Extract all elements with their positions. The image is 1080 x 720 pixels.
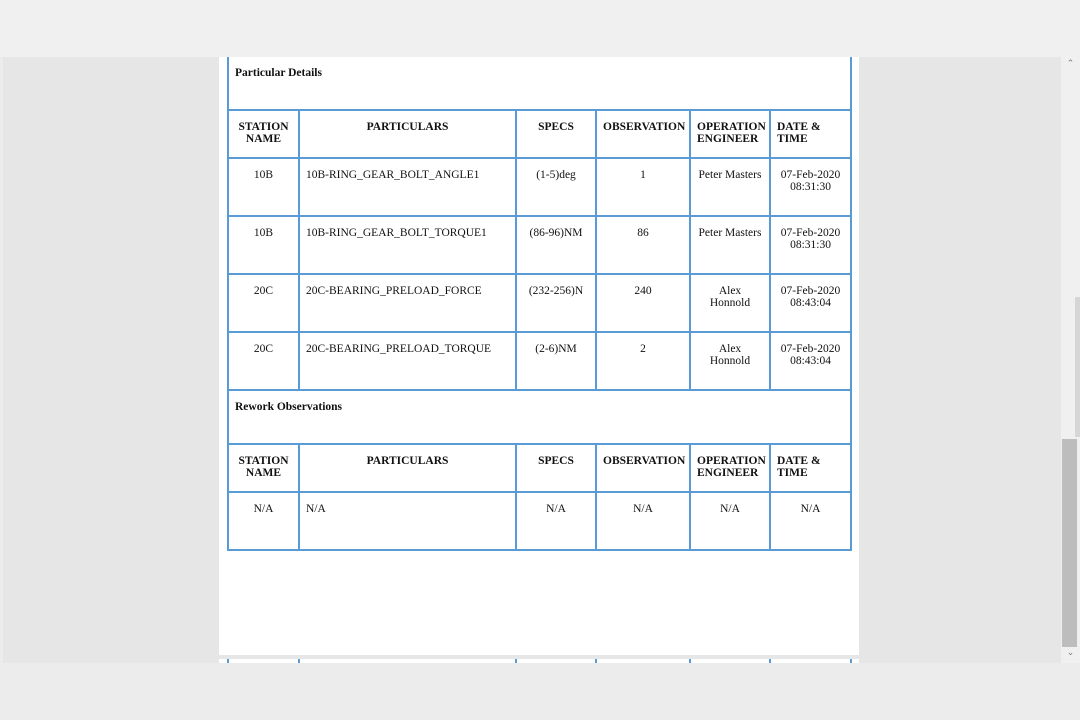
scroll-thumb[interactable] (1062, 439, 1077, 647)
table-row (228, 492, 851, 550)
header-station-name (228, 444, 299, 492)
engineer-cell-line: Alex (718, 285, 742, 297)
scroll-track[interactable] (1075, 297, 1080, 437)
engineer-cell (690, 332, 770, 390)
table-row (228, 274, 851, 332)
chevron-down-icon[interactable]: ⌄ (1066, 648, 1075, 658)
section-title-row (228, 57, 851, 110)
header-operation-engineer-line: OPERATION (697, 121, 766, 133)
header-station-name-line: NAME (245, 467, 282, 479)
chevron-up-icon[interactable]: ⌃ (1066, 59, 1075, 69)
station-cell: 10B (228, 158, 299, 216)
date-cell-line: 08:43:04 (790, 297, 831, 309)
document-page (219, 57, 859, 655)
particulars-cell: 20C-BEARING_PRELOAD_TORQUE (299, 332, 516, 390)
header-date-time-line: DATE & (777, 121, 821, 133)
report-table (227, 57, 852, 551)
observation-cell: 86 (596, 216, 690, 274)
station-cell: 20C (228, 274, 299, 332)
observation-cell: 240 (596, 274, 690, 332)
date-cell-line: 08:43:04 (790, 355, 831, 367)
header-particulars: PARTICULARS (299, 110, 516, 158)
date-cell-line: 07-Feb-2020 (780, 285, 841, 297)
header-particulars: PARTICULARS (299, 444, 516, 492)
top-toolbar-area (0, 0, 1080, 57)
engineer-cell (690, 158, 770, 216)
engineer-cell-line: Honnold (709, 355, 751, 367)
engineer-cell-line: Peter Masters (698, 169, 762, 181)
vertical-scrollbar[interactable] (1061, 57, 1080, 663)
specs-cell: N/A (516, 492, 596, 550)
specs-cell: (1-5)deg (516, 158, 596, 216)
header-specs: SPECS (516, 110, 596, 158)
particulars-cell: 10B-RING_GEAR_BOLT_ANGLE1 (299, 158, 516, 216)
engineer-cell (690, 216, 770, 274)
header-operation-engineer-line: OPERATION (697, 455, 766, 467)
header-operation-engineer (690, 444, 770, 492)
specs-cell: (232-256)N (516, 274, 596, 332)
table-row (228, 216, 851, 274)
station-cell: N/A (228, 492, 299, 550)
section-title: Rework Observations (228, 390, 851, 444)
specs-cell: (2-6)NM (516, 332, 596, 390)
observation-cell: 1 (596, 158, 690, 216)
document-viewer[interactable] (3, 57, 1061, 663)
table-header-row (228, 444, 851, 492)
station-cell: 20C (228, 332, 299, 390)
header-date-time (770, 444, 851, 492)
engineer-cell-line: Honnold (709, 297, 751, 309)
engineer-cell-line: Alex (718, 343, 742, 355)
header-operation-engineer-line: ENGINEER (697, 133, 759, 145)
header-station-name-line: NAME (245, 133, 282, 145)
engineer-cell (690, 492, 770, 550)
specs-cell: (86-96)NM (516, 216, 596, 274)
date-cell (770, 216, 851, 274)
header-observation: OBSERVATION (596, 444, 690, 492)
date-cell-line: 07-Feb-2020 (780, 227, 841, 239)
table-row (228, 332, 851, 390)
header-station-name-line: STATION (238, 121, 289, 133)
header-date-time-line: DATE & (777, 455, 821, 467)
particulars-cell: N/A (299, 492, 516, 550)
particulars-cell: 20C-BEARING_PRELOAD_FORCE (299, 274, 516, 332)
date-cell-line: 07-Feb-2020 (780, 343, 841, 355)
particulars-cell: 10B-RING_GEAR_BOLT_TORQUE1 (299, 216, 516, 274)
engineer-cell-line: Peter Masters (698, 227, 762, 239)
header-station-name-line: STATION (238, 455, 289, 467)
header-operation-engineer-line: ENGINEER (697, 467, 759, 479)
table-header-row (228, 110, 851, 158)
bottom-area (0, 663, 1080, 720)
date-cell-line: 08:31:30 (790, 181, 831, 193)
engineer-cell (690, 274, 770, 332)
date-cell-line: N/A (800, 503, 821, 515)
header-date-time-line: TIME (777, 133, 808, 145)
date-cell (770, 158, 851, 216)
station-cell: 10B (228, 216, 299, 274)
header-observation: OBSERVATION (596, 110, 690, 158)
date-cell-line: 08:31:30 (790, 239, 831, 251)
engineer-cell-line: N/A (720, 503, 740, 515)
header-date-time-line: TIME (777, 467, 808, 479)
date-cell-line: 07-Feb-2020 (780, 169, 841, 181)
header-operation-engineer (690, 110, 770, 158)
observation-cell: N/A (596, 492, 690, 550)
table-row (228, 158, 851, 216)
header-date-time (770, 110, 851, 158)
date-cell (770, 332, 851, 390)
header-specs: SPECS (516, 444, 596, 492)
section-title: Particular Details (228, 57, 851, 110)
header-station-name (228, 110, 299, 158)
date-cell (770, 492, 851, 550)
section-title-row (228, 390, 851, 444)
observation-cell: 2 (596, 332, 690, 390)
date-cell (770, 274, 851, 332)
